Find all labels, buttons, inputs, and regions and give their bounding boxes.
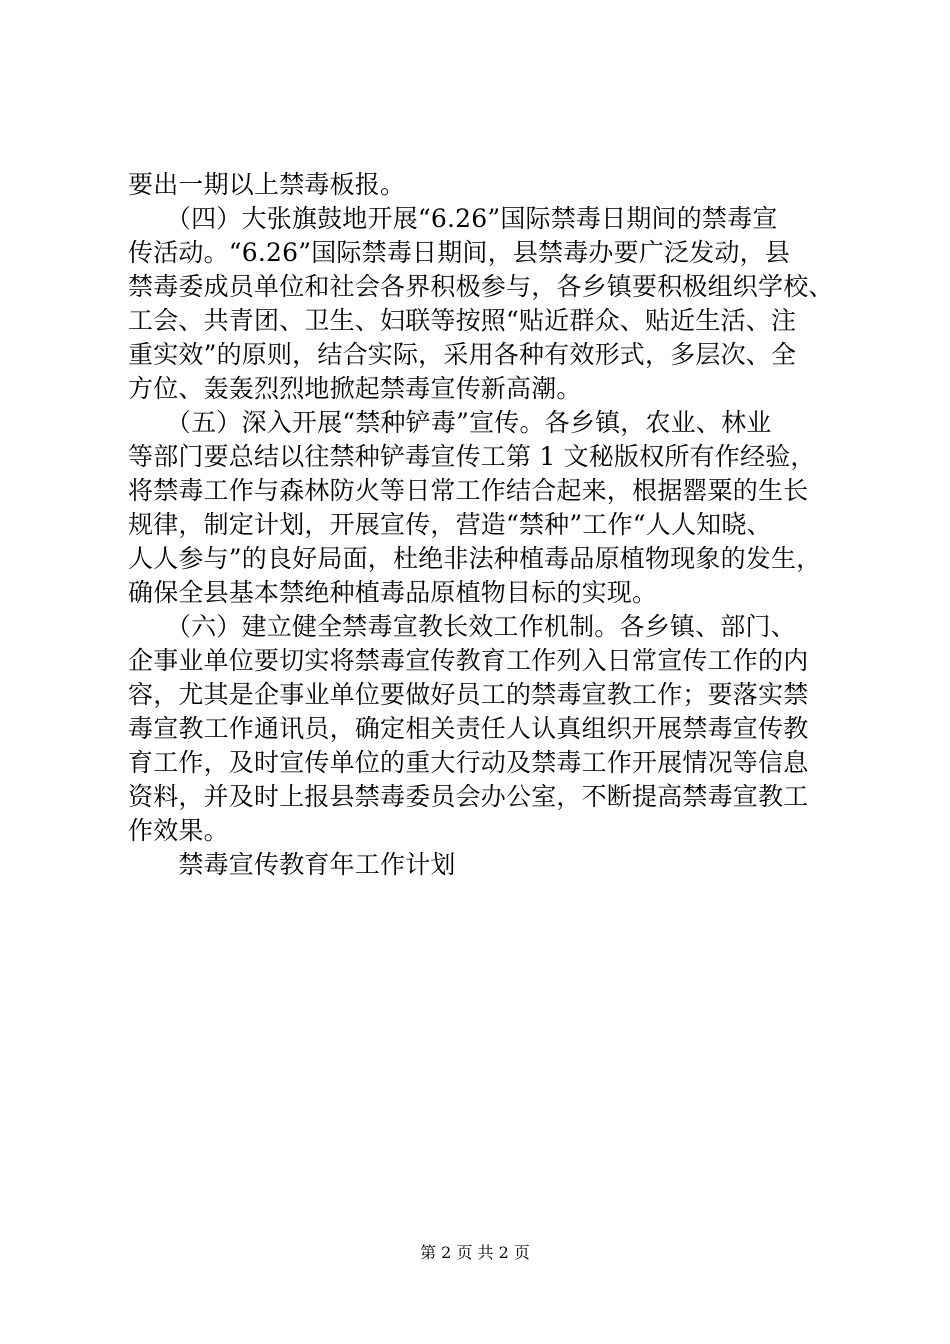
text-line: 工会、共青团、卫生、妇联等按照“贴近群众、贴近生活、注 [128,306,797,335]
text-line: 传活动。“6.26”国际禁毒日期间，县禁毒办要广泛发动，县 [128,238,791,267]
document-body [128,168,856,882]
text-line: 作效果。 [128,816,229,845]
text-line: 方位、轰轰烈烈地掀起禁毒宣传新高潮。 [128,374,582,403]
text-line: 确保全县基本禁绝种植毒品原植物目标的实现。 [128,578,658,607]
text-line: （五）深入开展“禁种铲毒”宣传。各乡镇，农业、林业 [128,408,772,437]
text-line: 资料，并及时上报县禁毒委员会办公室，不断提高禁毒宣教工 [128,782,809,811]
text-line: 等部门要总结以往禁种铲毒宣传工第 1 文秘版权所有作经验， [128,442,816,471]
text-line: 禁毒委成员单位和社会各界积极参与，各乡镇要积极组织学校、 [128,272,834,301]
page-number-footer: 第 2 页 共 2 页 [420,1243,530,1262]
text-line: 容，尤其是企事业单位要做好员工的禁毒宣教工作；要落实禁 [128,680,809,709]
text-line: 毒宣教工作通讯员，确定相关责任人认真组织开展禁毒宣传教 [128,714,809,743]
text-line: 重实效”的原则，结合实际，采用各种有效形式，多层次、全 [128,340,797,369]
text-line: 要出一期以上禁毒板报。 [128,170,406,199]
text-line: 人人参与”的良好局面，杜绝非法种植毒品原植物现象的发生， [128,544,822,573]
text-line: 规律，制定计划，开展宣传，营造“禁种”工作“人人知晓、 [128,510,772,539]
text-line: 禁毒宣传教育年工作计划 [128,850,456,879]
text-line: （四）大张旗鼓地开展“6.26”国际禁毒日期间的禁毒宣 [128,204,778,233]
text-line: 企事业单位要切实将禁毒宣传教育工作列入日常宣传工作的内 [128,646,809,675]
text-line: （六）建立健全禁毒宣教长效工作机制。各乡镇、部门、 [128,612,796,641]
text-line: 育工作，及时宣传单位的重大行动及禁毒工作开展情况等信息 [128,748,809,777]
text-line: 将禁毒工作与森林防火等日常工作结合起来，根据罂粟的生长 [128,476,809,505]
